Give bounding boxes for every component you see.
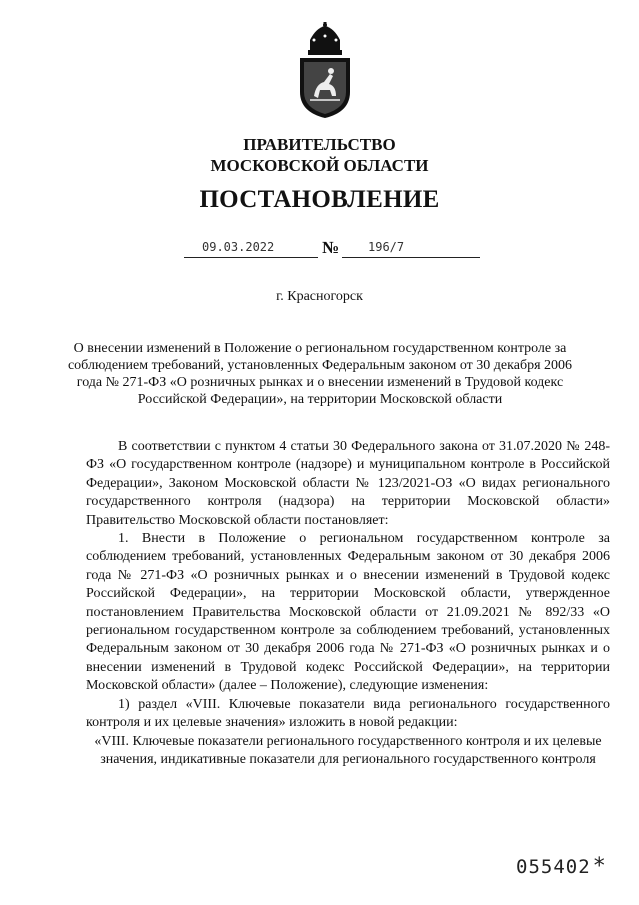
number-underline <box>342 257 480 258</box>
number-sign: № <box>322 238 340 257</box>
item-1-paragraph: 1. Внести в Положение о региональном государственном контроле за соблюдением требований, установленных Федеральным законом от 30 декабря 2006 года № 271-ФЗ «О розничных рынках и о внесении изменений в Трудовой кодекс Российской Федерации», на территории Московской области, утвержденное постановлением Правительства Московской области от 21.09.2021 № 892/33 «О региональном государственном контроле за соблюдением требований, установленных Федеральным законом от 30 декабря 2006 года № 271-ФЗ «О розничных рынках и о внесении изменений в Трудовой кодекс Российской Федерации», на территории Московской области» (далее – Положение), следующие изменения: <box>86 531 610 694</box>
document-number: 196/7 <box>368 240 405 254</box>
org-name-line1: ПРАВИТЕЛЬСТВО <box>243 135 396 154</box>
subitem-1-paragraph: 1) раздел «VIII. Ключевые показатели вида регионального государственного контроля и их целевые значения» изложить в новой редакции: <box>86 696 610 731</box>
document-date: 09.03.2022 <box>202 240 275 254</box>
serial-number <box>516 854 607 879</box>
preamble-paragraph: В соответствии с пунктом 4 статьи 30 Федерального закона от 31.07.2020 № 248-ФЗ «О государственном контроле (надзоре) и муниципальном контроле в Российской Федерации», Законом Московской области № 123/2021-ОЗ «О видах регионального государственного контроля (надзора) на территории Московской области» Правительство Московской области постановляет: <box>86 439 610 528</box>
document-subject: О внесении изменений в Положение о региональном государственном контроле за соблюдением требований, установленных Федеральным законом от 30 декабря 2006 года № 271-ФЗ «О розничных рынках и о внесении изменений в Трудовой кодекс Российской Федерации», на территории Московской области <box>67 341 573 407</box>
org-name-line2: МОСКОВСКОЙ ОБЛАСТИ <box>210 156 429 175</box>
date-underline <box>184 257 318 258</box>
city: г. Красногорск <box>276 289 363 304</box>
serial-digits: 055402 <box>516 856 591 878</box>
serial-mark: * <box>592 854 607 879</box>
document-type-title: ПОСТАНОВЛЕНИЕ <box>199 186 440 213</box>
document-body <box>86 438 610 769</box>
coat-of-arms-icon <box>296 22 354 120</box>
quoted-section-heading: «VIII. Ключевые показатели регионального государственного контроля и их целевые значения, индикативные показатели для регионального государственного контроля <box>94 733 602 767</box>
